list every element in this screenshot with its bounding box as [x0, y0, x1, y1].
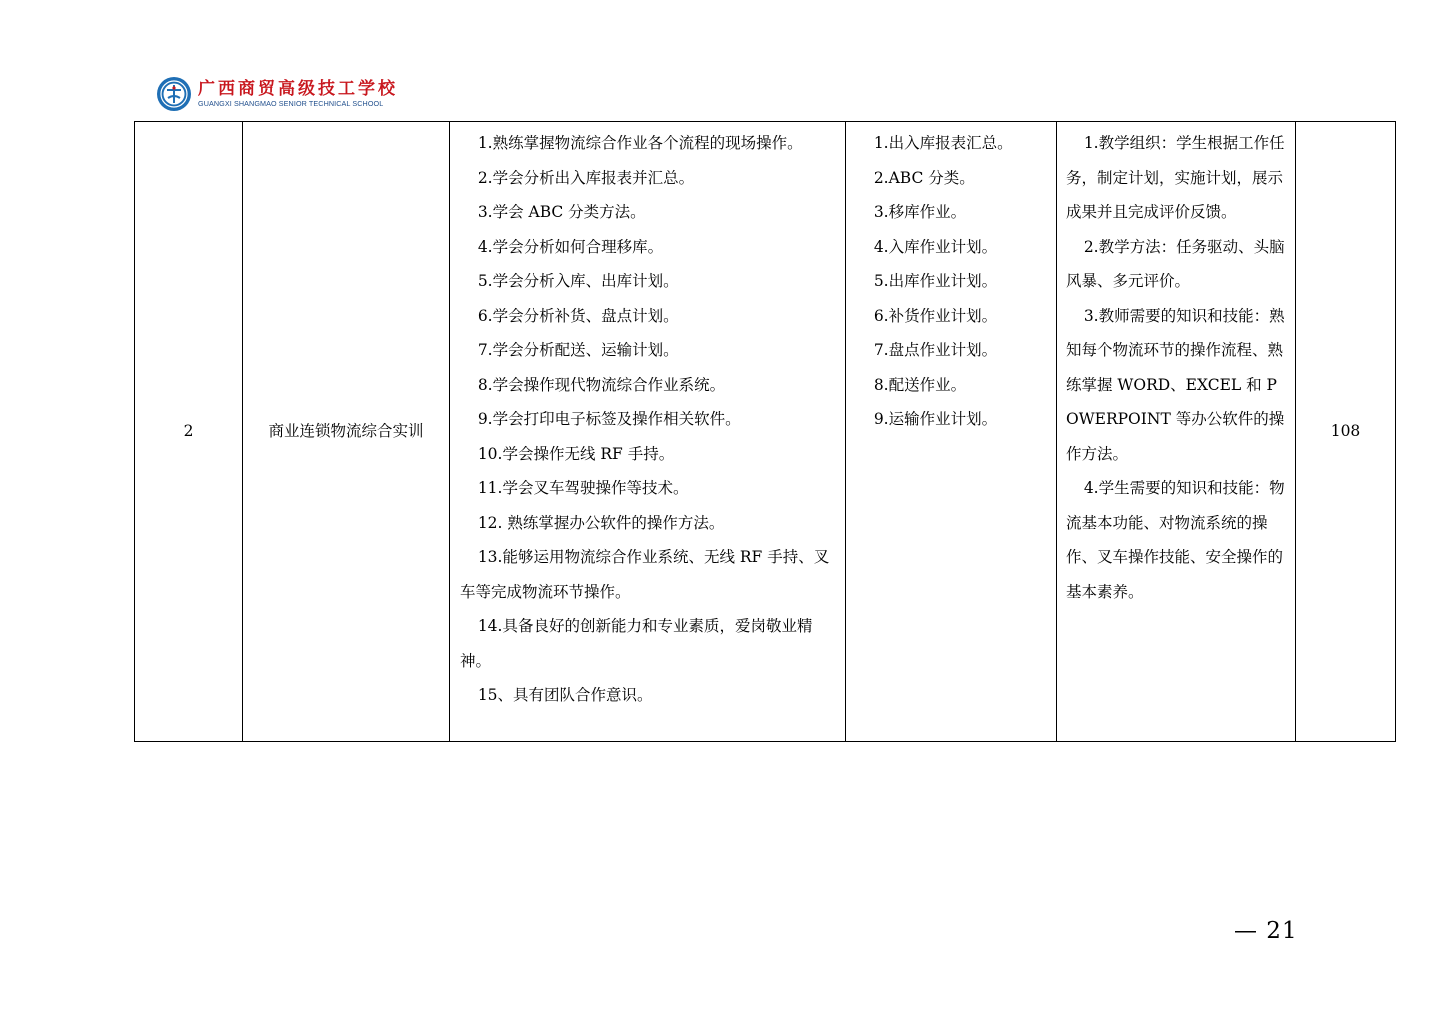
content-item: 7.盘点作业计划。: [873, 341, 998, 359]
page-number: — 21: [1234, 918, 1298, 944]
goal-item: 3.学会 ABC 分类方法。: [477, 203, 646, 221]
course-table-wrapper: [134, 121, 1396, 742]
goal-item: 9.学会打印电子标签及操作相关软件。: [477, 410, 741, 428]
goal-item: 2.学会分析出入库报表并汇总。: [477, 168, 695, 187]
goal-item: 4.学会分析如何合理移库。: [477, 237, 664, 256]
school-name-en: GUANGXI SHANGMAO SENIOR TECHNICAL SCHOOL: [198, 99, 384, 108]
content-item: 4.入库作业计划。: [873, 237, 998, 256]
goal-item: 15、具有团队合作意识。: [477, 686, 653, 704]
content-item: 9.运输作业计划。: [873, 410, 998, 428]
logo-text: [198, 79, 398, 109]
learning-goals-cell: [450, 122, 846, 742]
school-logo: [156, 75, 398, 113]
course-table: [134, 121, 1396, 742]
content-item: 5.出库作业计划。: [873, 272, 998, 290]
method-item: 3.教师需要的知识和技能：熟知每个物流环节的操作流程、熟练掌握 WORD、EXCEL 和 POWERPOINT 等办公软件的操作方法。: [1066, 306, 1285, 463]
content-item: 2.ABC 分类。: [873, 168, 975, 187]
school-name-cn: 广西商贸高级技工学校: [198, 79, 398, 99]
teaching-method-cell: [1057, 122, 1296, 742]
content-item: 8.配送作业。: [873, 375, 967, 394]
goal-item: 1.熟练掌握物流综合作业各个流程的现场操作。: [477, 134, 803, 152]
goal-item: 14.具备良好的创新能力和专业素质，爱岗敬业精神。: [460, 617, 813, 670]
method-item: 1.教学组织：学生根据工作任务，制定计划，实施计划，展示成果并且完成评价反馈。: [1066, 134, 1285, 221]
learning-goals-list: [460, 126, 835, 741]
goal-item: 11.学会叉车驾驶操作等技术。: [477, 479, 689, 497]
content-item: 6.补货作业计划。: [873, 306, 998, 325]
table-row: [135, 122, 1396, 742]
school-emblem-icon: [156, 76, 192, 112]
goal-item: 8.学会操作现代物流综合作业系统。: [477, 375, 726, 394]
class-hours-cell: 108: [1296, 122, 1396, 742]
course-name-cell: 商业连锁物流综合实训: [243, 122, 450, 742]
goal-item: 13.能够运用物流综合作业系统、无线 RF 手持、叉车等完成物流环节操作。: [460, 548, 830, 601]
goal-item: 7.学会分析配送、运输计划。: [477, 341, 679, 359]
content-item: 3.移库作业。: [873, 203, 967, 221]
training-content-list: [856, 126, 1046, 741]
goal-item: 6.学会分析补货、盘点计划。: [477, 306, 679, 325]
method-item: 2.教学方法：任务驱动、头脑风暴、多元评价。: [1066, 237, 1285, 290]
goal-item: 10.学会操作无线 RF 手持。: [477, 444, 675, 463]
row-index-cell: 2: [135, 122, 243, 742]
training-content-cell: [846, 122, 1057, 742]
teaching-method-list: [1066, 126, 1287, 741]
method-item: 4.学生需要的知识和技能：物流基本功能、对物流系统的操作、叉车操作技能、安全操作的基本素养。: [1066, 479, 1285, 601]
content-item: 1.出入库报表汇总。: [873, 134, 1013, 152]
goal-item: 12. 熟练掌握办公软件的操作方法。: [477, 513, 725, 532]
goal-item: 5.学会分析入库、出库计划。: [477, 272, 679, 290]
